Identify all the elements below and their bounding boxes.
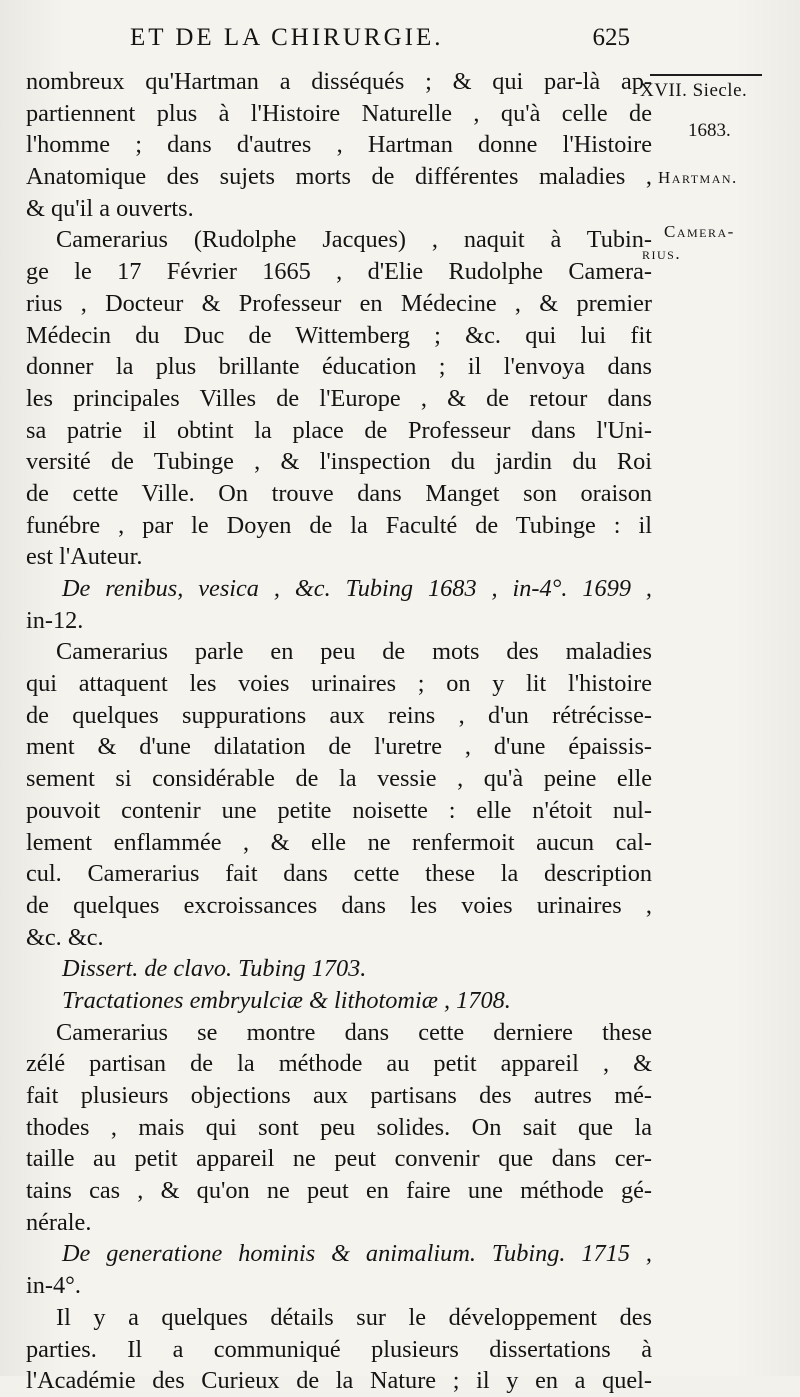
text-line: ment & d'une dilatation de l'uretre , d'une épaissis- <box>26 733 652 761</box>
text-line: &c. &c. <box>26 923 104 951</box>
text-line: versité de Tubinge , & l'inspection du jardin du Roi <box>26 448 652 476</box>
margin-century: XVII. Siecle. <box>640 80 748 101</box>
page-header <box>130 22 630 58</box>
text-line: sement si considérable de la vessie , qu'à peine elle <box>26 765 652 793</box>
text-line: taille au petit appareil ne peut convenir que dans cer- <box>26 1145 652 1173</box>
text-line: Anatomique des sujets morts de différentes maladies , <box>26 163 652 191</box>
text-line: est l'Auteur. <box>26 543 143 571</box>
text-line: Il y a quelques détails sur le développement des <box>56 1303 652 1331</box>
text-line: de quelques excroissances dans les voies urinaires , <box>26 891 652 919</box>
running-head: ET DE LA CHIRURGIE. <box>130 24 444 51</box>
text-line: in-4°. <box>26 1272 81 1300</box>
text-line: ge le 17 Février 1665 , d'Elie Rudolphe Camera- <box>26 258 652 286</box>
text-line: Camerarius parle en peu de mots des maladies <box>56 638 652 666</box>
text-line: l'Académie des Curieux de la Nature ; il y en a quel- <box>26 1367 652 1395</box>
text-line: parties. Il a communiqué plusieurs dissertations à <box>26 1335 652 1363</box>
margin-author-camerarius-part2: rius. <box>642 244 682 263</box>
text-line: qui attaquent les voies urinaires ; on y lit l'histoire <box>26 670 652 698</box>
text-line: & qu'il a ouverts. <box>26 194 194 222</box>
text-line: Camerarius (Rudolphe Jacques) , naquit à Tubin- <box>56 226 652 254</box>
text-line: de quelques suppurations aux reins , d'un rétrécisse- <box>26 701 652 729</box>
work-title-line: Tractationes embryulciæ & lithotomiæ , 1708. <box>62 986 511 1014</box>
text-line: partiennent plus à l'Histoire Naturelle , qu'à celle de <box>26 99 652 127</box>
text-line: les principales Villes de l'Europe , & de retour dans <box>26 384 652 412</box>
body-text <box>26 66 652 1397</box>
text-line: Camerarius se montre dans cette derniere these <box>56 1018 652 1046</box>
work-title-line: Dissert. de clavo. Tubing 1703. <box>62 955 367 983</box>
text-line: funébre , par le Doyen de la Faculté de Tubinge : il <box>26 511 652 539</box>
text-line: thodes , mais qui sont peu solides. On sait que la <box>26 1113 652 1141</box>
margin-rule <box>650 74 762 76</box>
text-line: Médecin du Duc de Wittemberg ; &c. qui lui fit <box>26 321 652 349</box>
margin-author-camerarius-part1: Camera- <box>664 222 735 241</box>
margin-author-hartman: Hartman. <box>658 168 738 187</box>
text-line: pouvoit contenir une petite noisette : elle n'étoit nul- <box>26 796 652 824</box>
text-line: rius , Docteur & Professeur en Médecine , & premier <box>26 289 652 317</box>
text-line: in-12. <box>26 606 84 634</box>
text-line: fait plusieurs objections aux partisans des autres mé- <box>26 1082 652 1109</box>
work-title-line: De renibus, vesica , &c. Tubing 1683 , in-4°. 1699 , <box>62 575 652 602</box>
text-line: l'homme ; dans d'autres , Hartman donne l'Histoire <box>26 131 652 159</box>
page-number: 625 <box>592 24 630 51</box>
text-line: nombreux qu'Hartman a disséqués ; & qui par-là ap- <box>26 68 652 95</box>
text-line: cul. Camerarius fait dans cette these la description <box>26 860 652 888</box>
text-line: nérale. <box>26 1208 92 1236</box>
text-line: sa patrie il obtint la place de Professeur dans l'Uni- <box>26 416 652 444</box>
text-line: tains cas , & qu'on ne peut en faire une méthode gé- <box>26 1177 652 1205</box>
work-title-line: De generatione hominis & animalium. Tubing. 1715 , <box>62 1240 652 1268</box>
margin-year: 1683. <box>688 120 731 141</box>
text-line: de cette Ville. On trouve dans Manget son oraison <box>26 479 652 507</box>
text-line: zélé partisan de la méthode au petit appareil , & <box>26 1050 652 1078</box>
text-line: lement enflammée , & elle ne renfermoit aucun cal- <box>26 828 652 856</box>
text-line: donner la plus brillante éducation ; il l'envoya dans <box>26 353 652 381</box>
